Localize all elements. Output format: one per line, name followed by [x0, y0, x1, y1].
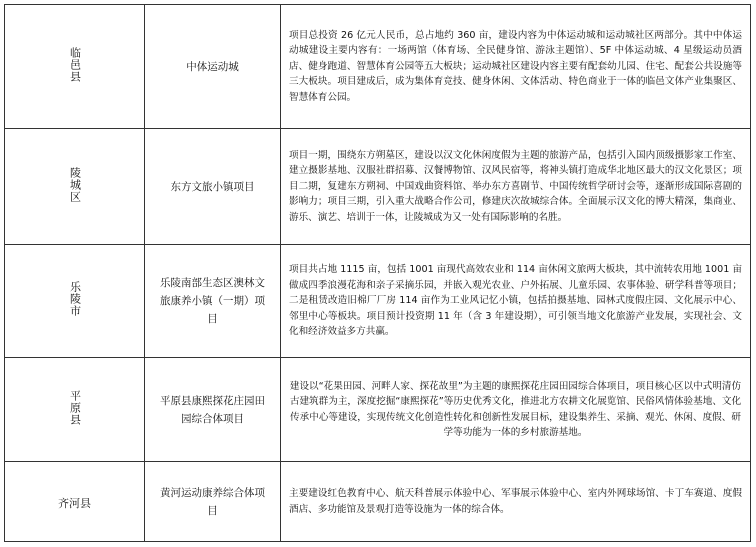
county-label: 齐河县 — [58, 497, 91, 510]
table-row — [5, 5, 751, 129]
projects-table — [4, 4, 751, 542]
project-description: 项目一期，围绕东方朔墓区，建设以汉文化休闲度假为主题的旅游产品，包括引入国内顶级摄影家工作室、建立摄影基地、汉服社群招募、汉餐博物馆、汉风民宿等，将神头镇打造成华北地区最大的汉文化景区；项目二期，复建东方朔祠、中国戏曲资料馆、举办东方喜剧节、中国传统哲学研讨会等，逐渐形成国际喜剧的影响力；项目三期，引入重大战略合作公司，修建庆次故城综合体。全面展示汉文化的博大精深，集商业、游乐、演艺、培训于一体，让陵城成为又一处有国际影响的名胜。 — [289, 149, 742, 223]
county-label: 平原县 — [68, 389, 82, 426]
project-name-cell — [145, 462, 281, 542]
project-name: 黄河运动康养综合体项目 — [160, 486, 265, 517]
project-name: 东方文旅小镇项目 — [170, 180, 255, 193]
county-cell — [5, 358, 145, 462]
project-description-cell — [281, 129, 751, 245]
table-row — [5, 129, 751, 245]
project-description: 主要建设红色教育中心、航天科普展示体验中心、军事展示体验中心、室内外网球场馆、卡丁车赛道、度假酒店、多功能馆及景观打造等设施为一体的综合体。 — [289, 488, 742, 515]
project-description-cell — [281, 462, 751, 542]
project-description: 建设以“花果田园、河畔人家、探花故里”为主题的康熙探花庄园田园综合体项目，项目核心区以中式明清仿古建筑群为主，深度挖掘“康熙探花”等历史优秀文化，推进北方农耕文化展览馆、民俗风情体验基地、文化传承中心等建设，实现传统文化创造性转化和创新性发展目标，建设集养生、采摘、观光、休闲、度假、研学等功能为一体的乡村旅游基地。 — [289, 380, 742, 438]
county-cell — [5, 245, 145, 358]
table-row — [5, 462, 751, 542]
project-description-cell — [281, 358, 751, 462]
project-name: 中体运动城 — [186, 60, 239, 73]
project-description: 项目总投资 26 亿元人民币，总占地约 360 亩，建设内容为中体运动城和运动城社区两部分。其中中体运动城建设主要内容有：一场两馆（体育场、全民健身馆、游泳主题馆）、5F 中体运动城、4 星级运动员酒店、健身跑道、智慧体育公园等五大板块；运动城社区建设内容主要有配套幼儿园、住宅、配套公共设施等三大板块。项目建成后，成为集体育竞技、健身休闲、文体活动、特色商业于一体的临邑文体产业集聚区、智慧体育公园。 — [289, 29, 742, 103]
project-name-cell — [145, 129, 281, 245]
table-row — [5, 358, 751, 462]
project-description: 项目共占地 1115 亩，包括 1001 亩现代高效农业和 114 亩休闲文旅两大板块，其中流转农用地 1001 亩做成四季浪漫花海和亲子采摘乐园，并嵌入观光农业、户外拓展、儿童乐园、农事体验、研学科普等项目；二是租赁改造旧棉厂厂房 114 亩作为工业风记忆小镇，包括拍摄基地、园林式度假庄园、文化展示中心、邻里中心等板块。项目预计投资期 11 年（含 3 年建设期），可引领当地文化旅游产业发展，实现社会、文化和经济效益多方共赢。 — [289, 264, 742, 338]
county-cell — [5, 462, 145, 542]
county-cell — [5, 5, 145, 129]
project-description-cell — [281, 5, 751, 129]
table-row — [5, 245, 751, 358]
county-label: 乐陵市 — [68, 281, 82, 317]
project-description-cell — [281, 245, 751, 358]
county-label: 临邑县 — [68, 46, 82, 83]
project-name: 平原县康熙探花庄园田园综合体项目 — [160, 394, 265, 425]
project-name-cell — [145, 358, 281, 462]
project-name-cell — [145, 5, 281, 129]
project-name-cell — [145, 245, 281, 358]
county-cell — [5, 129, 145, 245]
county-label: 陵城区 — [68, 166, 82, 203]
project-name: 乐陵南部生态区澳林文旅康养小镇（一期）项目 — [160, 277, 265, 325]
